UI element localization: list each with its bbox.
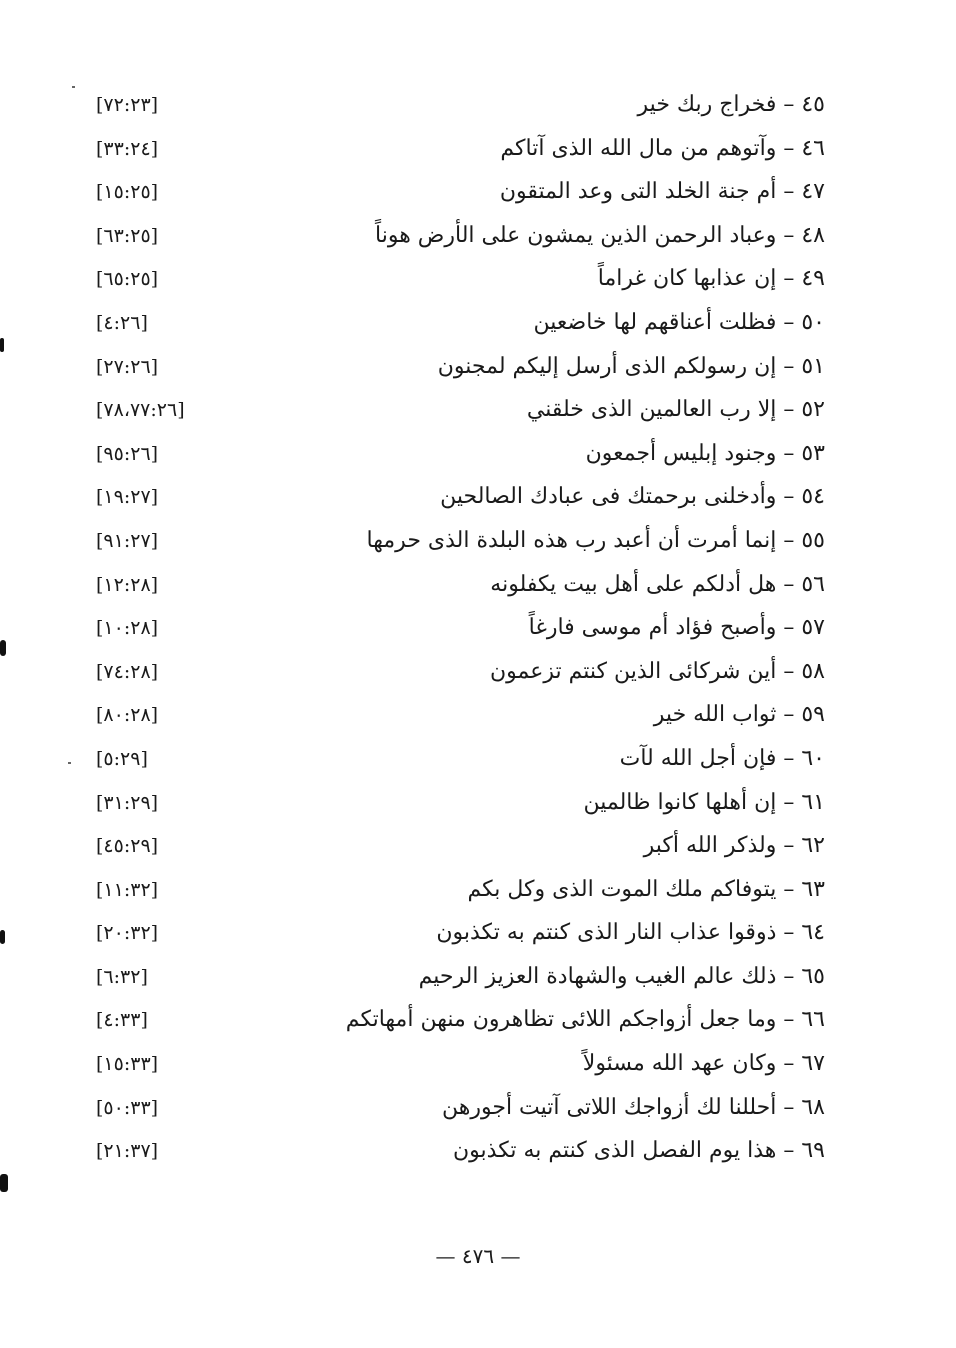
- verse-reference: [٥:٢٩]: [96, 747, 148, 770]
- verse-text: ٦٧ – وكان عهد الله مسئولاً: [582, 1051, 825, 1077]
- verse-entry: [80, 651, 825, 695]
- verse-text: ٤٧ – أم جنة الخلد التى وعد المتقون: [499, 179, 825, 205]
- verse-text: ٦٠ – فإن أجل الله لآت: [619, 745, 825, 771]
- verse-reference: [٤:٢٦]: [96, 311, 148, 334]
- verse-text: ٦٦ – وما جعل أزواجكم اللائى تظاهرون منهن أمهاتكم: [345, 1007, 825, 1033]
- verse-text: ٦٣ – يتوفاكم ملك الموت الذى وكل بكم: [467, 876, 825, 902]
- verse-text: ٥٠ – فظلت أعناقهم لها خاضعين: [533, 309, 825, 335]
- verse-entry: [80, 607, 825, 651]
- verse-reference: [٢١:٣٧]: [96, 1140, 159, 1163]
- verse-text: ٦٢ – ولذكر الله أكبر: [643, 833, 825, 859]
- verse-entry: [80, 999, 825, 1043]
- verse-reference: [٢٠:٣٢]: [96, 922, 159, 945]
- verse-text: ٦٤ – ذوقوا عذاب النار الذى كنتم به تكذبون: [436, 920, 825, 946]
- scan-speck: [72, 86, 75, 88]
- verse-entry: [80, 84, 825, 128]
- verse-reference: [١٢:٢٨]: [96, 573, 159, 596]
- verse-entry: [80, 302, 825, 346]
- verse-entry: [80, 476, 825, 520]
- verse-entry: [80, 215, 825, 259]
- verse-entry: [80, 389, 825, 433]
- verse-entry: [80, 346, 825, 390]
- verse-reference: [٧٤:٢٨]: [96, 660, 159, 683]
- verse-entry: [80, 912, 825, 956]
- verse-entry: [80, 694, 825, 738]
- verse-entry: [80, 171, 825, 215]
- verse-text: ٤٥ – فخراج ربك خير: [637, 92, 825, 117]
- scan-mark: [0, 1174, 8, 1192]
- verse-entry: [80, 128, 825, 172]
- verse-text: ٥٤ – وأدخلنى برحمتك فى عبادك الصالحين: [440, 484, 825, 510]
- verse-entry: [80, 1087, 825, 1131]
- verse-entry: [80, 1043, 825, 1087]
- verse-reference: [١٠:٢٨]: [96, 617, 159, 640]
- verse-reference: [١٥:٢٥]: [96, 181, 159, 204]
- verse-text: ٥٨ – أين شركائى الذين كنتم تزعمون: [489, 658, 825, 684]
- page-number: — ٤٧٦ —: [435, 1244, 521, 1268]
- verse-reference: [٤٥:٢٩]: [96, 835, 159, 858]
- verse-text: ٥٩ – ثواب الله خير: [653, 702, 825, 728]
- verse-entry: [80, 869, 825, 913]
- verse-reference: [٧٢:٢٣]: [96, 94, 159, 116]
- verse-entry: [80, 564, 825, 608]
- verse-reference: [١٩:٢٧]: [96, 486, 159, 509]
- verse-text: ٥٣ – وجنود إبليس أجمعون: [585, 440, 825, 466]
- verse-entry: [80, 433, 825, 477]
- verse-reference: [٣١:٢٩]: [96, 791, 159, 814]
- verse-reference: [٨٠:٢٨]: [96, 704, 159, 727]
- verse-reference: [٢٧:٢٦]: [96, 355, 159, 378]
- verse-text: ٦٥ – ذلك عالم الغيب والشهادة العزيز الرحيم: [418, 963, 825, 989]
- scan-mark: [0, 338, 4, 352]
- verse-text: ٥٥ – إنما أمرت أن أعبد رب هذه البلدة الذى حرمها: [366, 527, 825, 553]
- scan-mark: [0, 930, 5, 944]
- verse-text: ٥٦ – هل أدلكم على أهل بيت يكفلونه: [490, 571, 825, 597]
- verse-reference: [٥٠:٣٣]: [96, 1096, 159, 1119]
- verse-reference: [٧٨،٧٧:٢٦]: [96, 399, 185, 422]
- verse-text: ٥١ – إن رسولكم الذى أرسل إليكم لمجنون: [437, 353, 825, 379]
- verse-reference: [٤:٣٣]: [96, 1009, 148, 1032]
- verse-reference: [٩٥:٢٦]: [96, 442, 159, 465]
- verse-entry: [80, 1130, 825, 1174]
- verse-text: ٦٩ – هذا يوم الفصل الذى كنتم به تكذبون: [453, 1138, 825, 1164]
- verse-text: ٤٦ – وآتوهم من مال الله الذى آتاكم: [500, 135, 825, 161]
- verse-text: ٤٩ – إن عذابها كان غراماً: [597, 266, 825, 292]
- verse-reference: [٩١:٢٧]: [96, 529, 159, 552]
- verse-text: ٦١ – إن أهلها كانوا ظالمين: [583, 789, 825, 815]
- verse-entry: [80, 782, 825, 826]
- verse-entry: [80, 738, 825, 782]
- verse-entry: [80, 520, 825, 564]
- verse-list: [80, 84, 825, 1174]
- verse-text: ٥٢ – إلا رب العالمين الذى خلقني: [526, 397, 825, 423]
- verse-entry: [80, 956, 825, 1000]
- verse-reference: [٦٣:٢٥]: [96, 224, 159, 247]
- verse-text: ٥٧ – وأصبح فؤاد أم موسى فارغاً: [528, 615, 825, 641]
- verse-text: ٦٨ – أحللنا لك أزواجك اللاتى آتيت أجورهن: [442, 1094, 825, 1120]
- scan-mark: [0, 640, 6, 656]
- verse-reference: [٦:٣٢]: [96, 965, 148, 988]
- verse-entry: [80, 825, 825, 869]
- verse-reference: [١٥:٣٣]: [96, 1053, 159, 1076]
- verse-reference: [١١:٣٢]: [96, 878, 159, 901]
- scan-speck: [68, 762, 71, 764]
- verse-reference: [٦٥:٢٥]: [96, 268, 159, 291]
- verse-entry: [80, 258, 825, 302]
- verse-reference: [٣٣:٢٤]: [96, 137, 159, 160]
- verse-text: ٤٨ – وعباد الرحمن الذين يمشون على الأرض هوناً: [375, 222, 825, 248]
